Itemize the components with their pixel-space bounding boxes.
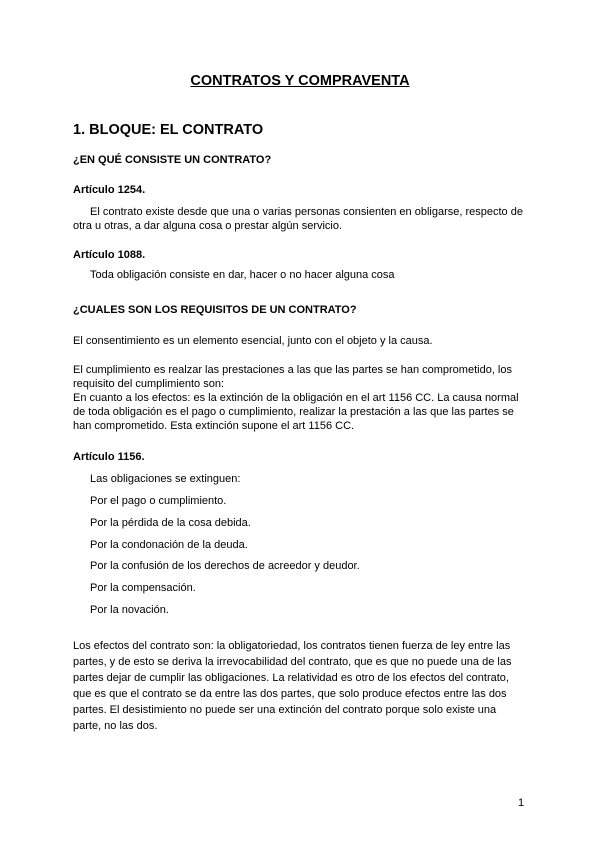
efectos-line-3: partes dejar de cumplir las obligaciones. La relatividad es otro de los efectos del contrato, [73,672,509,684]
article-1156-intro: Las obligaciones se extinguen: [90,473,241,485]
efectos-line-4: que es que el contrato se da entre las dos partes, que solo produce efectos entre las dos [73,688,507,700]
article-1254-line-2: otra u otras, a dar alguna cosa o prestar algún servicio. [73,220,343,232]
list-item: Por la novación. [90,604,169,616]
list-item: Por el pago o cumplimiento. [90,495,227,507]
list-item: Por la condonación de la deuda. [90,539,248,551]
article-1156-heading: Artículo 1156. [73,451,145,463]
list-item: Por la pérdida de la cosa debida. [90,517,251,529]
article-1254-heading: Artículo 1254. [73,184,146,196]
article-1254-line-1: El contrato existe desde que una o varias personas consienten en obligarse, respecto de [90,206,523,218]
efectos-line-1: Los efectos del contrato son: la obligatoriedad, los contratos tienen fuerza de ley entre las [73,640,511,652]
cumplimiento-line-1: El cumplimiento es realzar las prestaciones a las que las partes se han comprometido, los [73,364,512,376]
page-number: 1 [518,797,525,809]
section-heading: 1. BLOQUE: EL CONTRATO [73,122,264,138]
efectos-line-5: partes. El desistimiento no puede ser una extinción del contrato porque solo existe una [73,704,497,716]
list-item: Por la compensación. [90,582,196,594]
article-1088-heading: Artículo 1088. [73,249,146,261]
cumplimiento-line-5: han comprometido. Esta extinción supone el art 1156 CC. [73,420,355,432]
efectos-line-2: partes, y de esto se deriva la irrevocabilidad del contrato, que es que no puede una de las [73,656,512,668]
question-heading-1: ¿EN QUÉ CONSISTE UN CONTRATO? [73,154,272,166]
question-heading-2: ¿CUALES SON LOS REQUISITOS DE UN CONTRATO? [73,304,357,316]
article-1088-text: Toda obligación consiste en dar, hacer o no hacer alguna cosa [90,269,395,281]
consent-paragraph: El consentimiento es un elemento esencial, junto con el objeto y la causa. [73,335,433,347]
list-item: Por la confusión de los derechos de acreedor y deudor. [90,560,360,572]
document-title: CONTRATOS Y COMPRAVENTA [190,73,410,89]
efectos-line-6: parte, no las dos. [73,720,158,732]
cumplimiento-line-3: En cuanto a los efectos: es la extinción de la obligación en el art 1156 CC. La causa normal [73,392,519,404]
cumplimiento-line-2: requisito del cumplimiento son: [73,378,225,390]
cumplimiento-line-4: de toda obligación es el pago o cumplimiento, realizar la prestación a las que las partes se [73,406,514,418]
